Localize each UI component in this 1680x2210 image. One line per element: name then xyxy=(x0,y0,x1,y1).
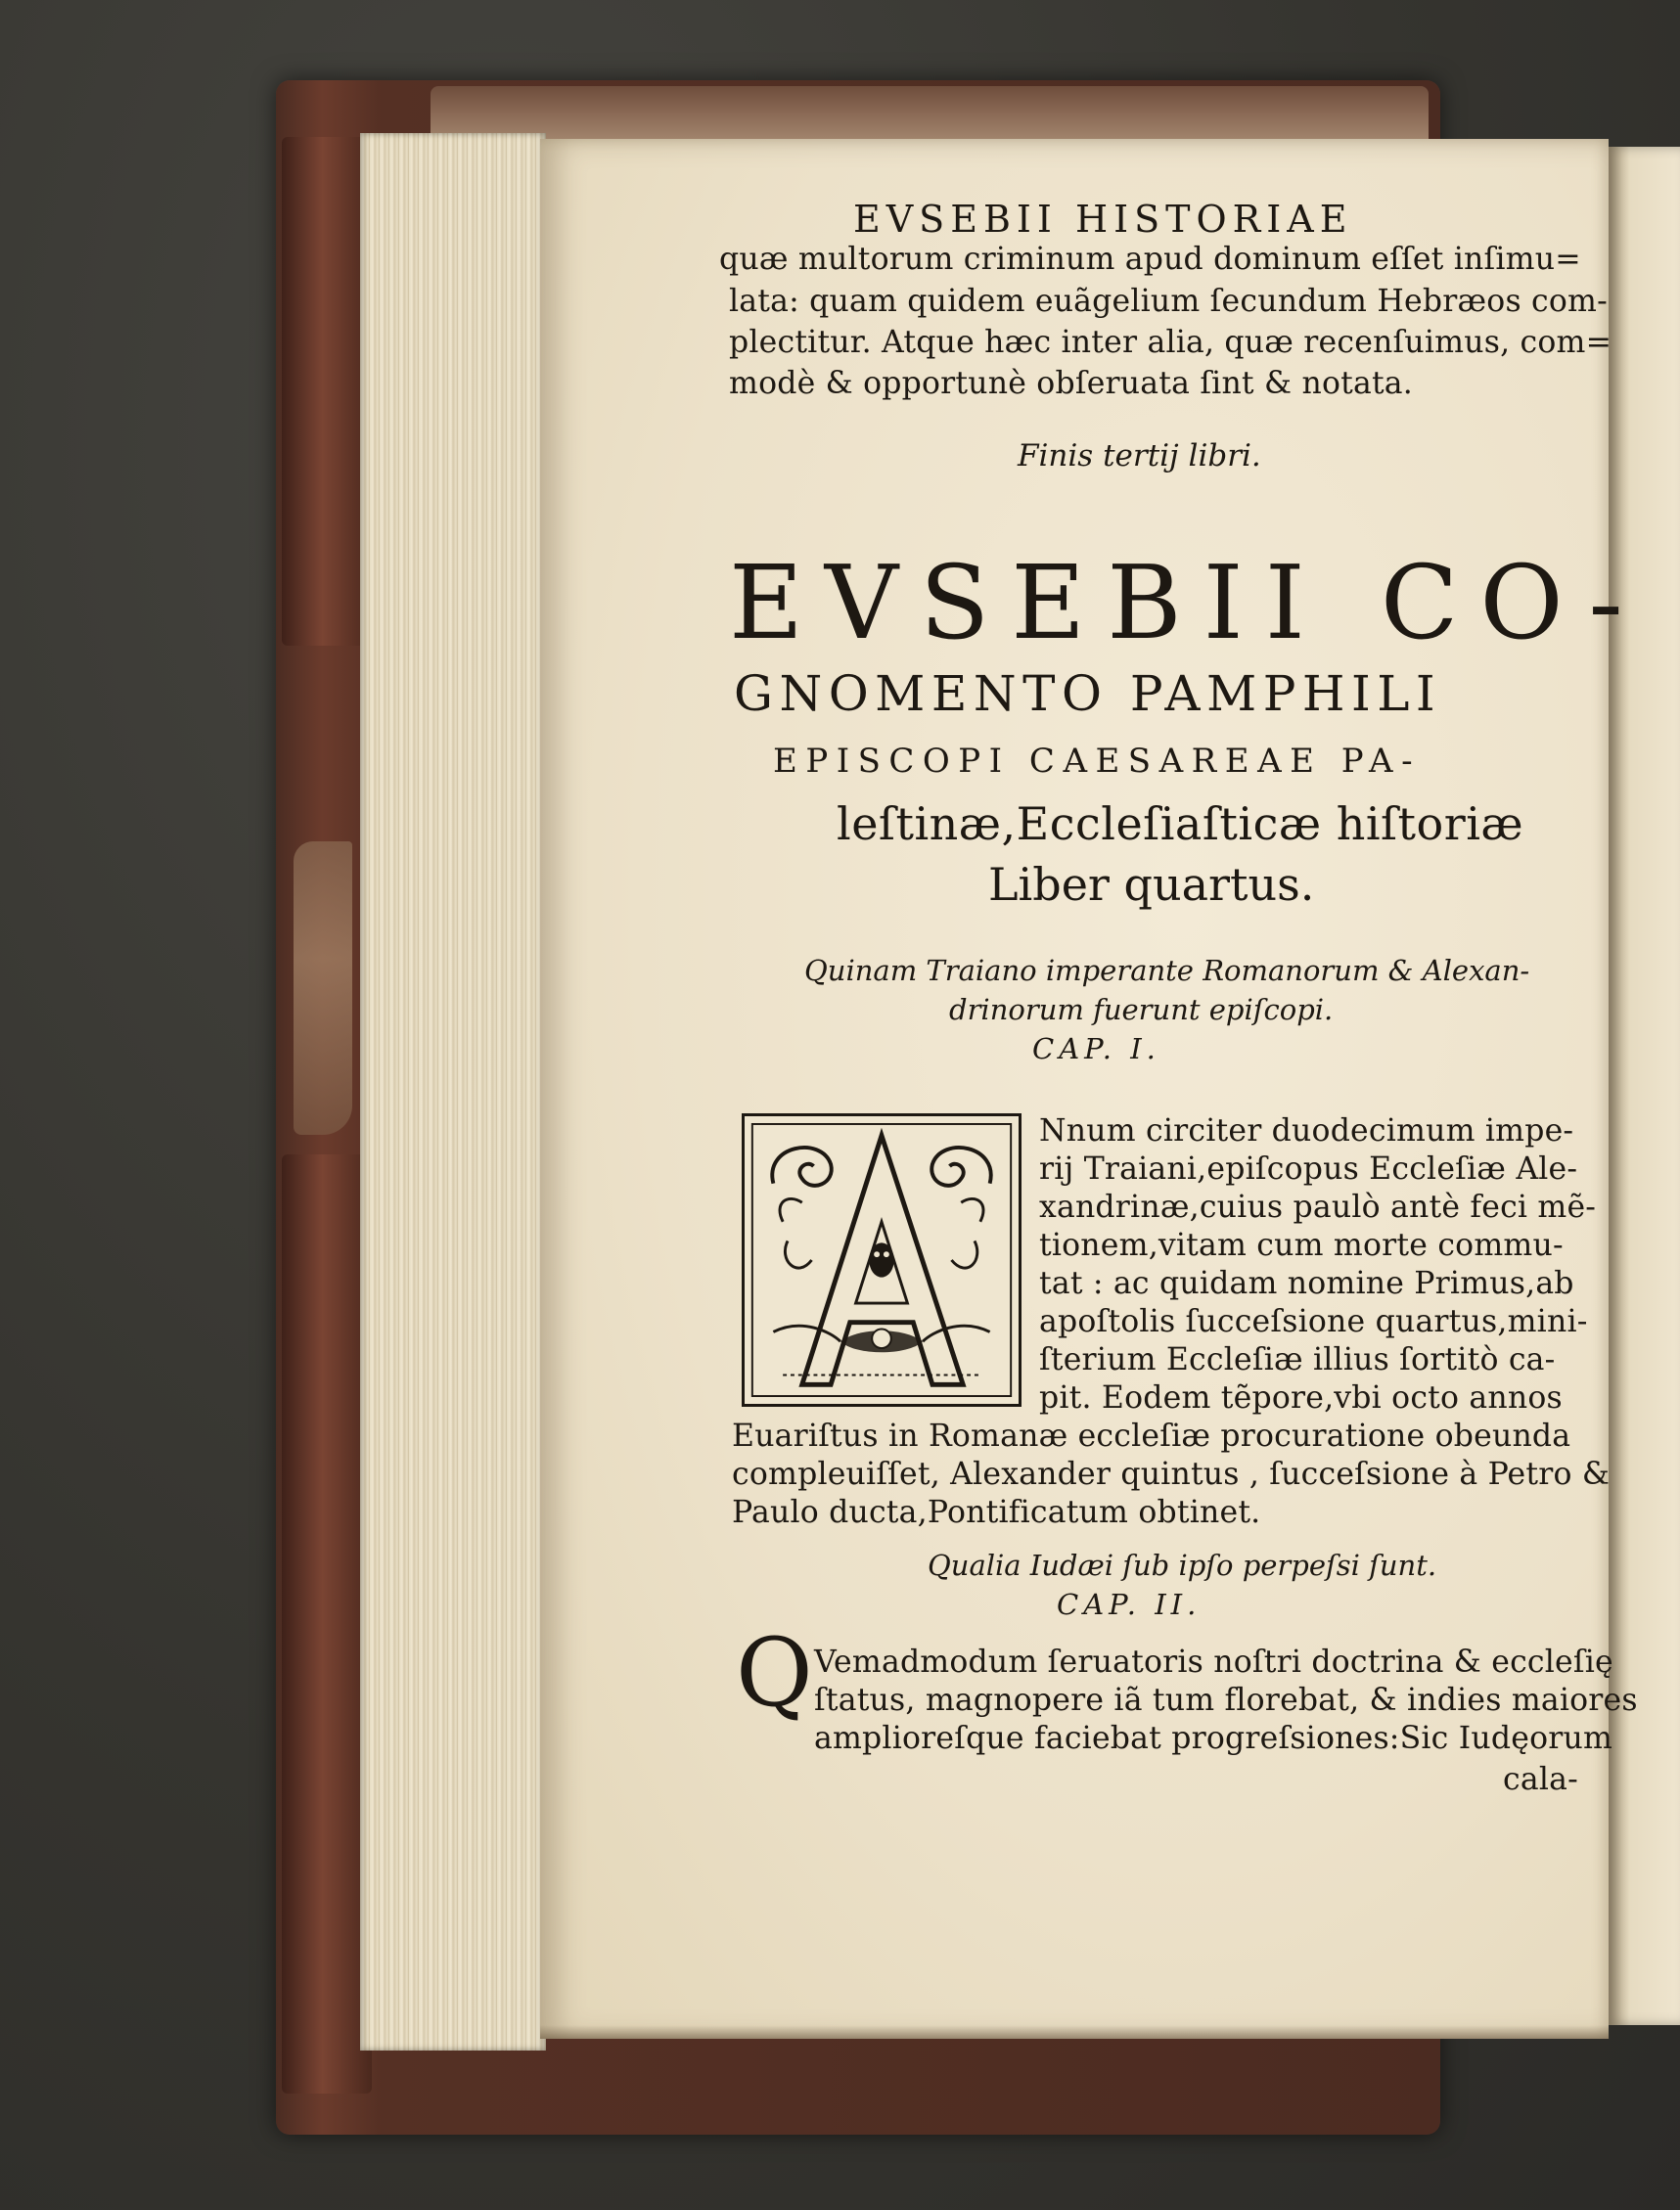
chapter-1-heading: Quinam Traiano imperante Romanorum & Alexan- xyxy=(804,954,1530,987)
text-line: quæ multorum criminum apud dominum eſſet inſimu= xyxy=(719,242,1581,277)
text-line: modè & opportunè obſeruata ſint & notata. xyxy=(729,366,1414,401)
text-line: ſterium Eccleſiæ illius ſortitò ca- xyxy=(1039,1342,1556,1377)
text-line: tionem,vitam cum morte commu- xyxy=(1039,1228,1564,1263)
book-title-line-3: EPISCOPI CAESAREAE PA- xyxy=(773,742,1422,781)
running-head: EVSEBII HISTORIAE xyxy=(853,198,1353,241)
text-line: lata: quam quidem euãgelium ſecundum Hebræos com- xyxy=(729,284,1608,319)
spine-band-upper xyxy=(282,137,372,646)
text-line: Euariſtus in Romanæ eccleſiæ procuratione obeunda xyxy=(732,1419,1571,1454)
chapter-2-heading: Qualia Iudæi ſub ipſo perpeſsi ſunt. xyxy=(928,1549,1437,1582)
chapter-2-number: CAP. II. xyxy=(1057,1588,1202,1621)
binding-top-edge xyxy=(431,86,1429,143)
text-line: Vemadmodum ſeruatoris noſtri doctrina & eccleſię xyxy=(814,1645,1613,1680)
spine-wear xyxy=(294,841,352,1135)
woodcut-initial-a-icon xyxy=(742,1113,1022,1407)
text-line: pit. Eodem tẽpore,vbi octo annos xyxy=(1039,1380,1563,1416)
text-line: plectitur. Atque hæc inter alia, quæ recenſuimus, com= xyxy=(729,325,1612,360)
facing-page-edge xyxy=(1609,147,1680,2025)
text-line: tat : ac quidam nomine Primus,ab xyxy=(1039,1266,1574,1301)
initial-letter-q: Q xyxy=(736,1618,813,1728)
chapter-1-number: CAP. I. xyxy=(1032,1032,1160,1065)
page-block-edges xyxy=(360,133,546,2051)
text-line: xandrinæ,cuius paulò antè feci mẽ- xyxy=(1039,1190,1597,1225)
book-title-line-2: GNOMENTO PAMPHILI xyxy=(734,665,1442,722)
text-line: ſtatus, magnopere iã tum florebat, & indies maiores xyxy=(814,1683,1638,1718)
text-line: Nnum circiter duodecimum impe- xyxy=(1039,1113,1574,1149)
book-title-line-5: Liber quartus. xyxy=(988,858,1315,911)
chapter-1-heading-cont: drinorum fuerunt epiſcopi. xyxy=(949,993,1334,1026)
text-line: Paulo ducta,Pontificatum obtinet. xyxy=(732,1495,1261,1530)
spine-band-lower xyxy=(282,1154,372,2094)
text-line: amplioreſque faciebat progreſsiones:Sic Iudęorum xyxy=(814,1721,1613,1756)
text-line: apoſtolis ſucceſsione quartus,mini- xyxy=(1039,1304,1588,1339)
text-line: compleuiſſet, Alexander quintus , ſucceſsione à Petro & xyxy=(732,1457,1611,1492)
finis-line: Finis tertij libri. xyxy=(1018,438,1261,474)
book-title-line-4: leſtinæ,Eccleſiaſticæ hiſtoriæ xyxy=(837,797,1524,850)
page-bottom-shadow xyxy=(540,2025,1609,2039)
catchword: cala- xyxy=(1503,1762,1578,1797)
book-title-line-1: EVSEBII CO- xyxy=(729,543,1645,662)
text-line: rij Traiani,epiſcopus Eccleſiæ Ale- xyxy=(1039,1151,1578,1187)
